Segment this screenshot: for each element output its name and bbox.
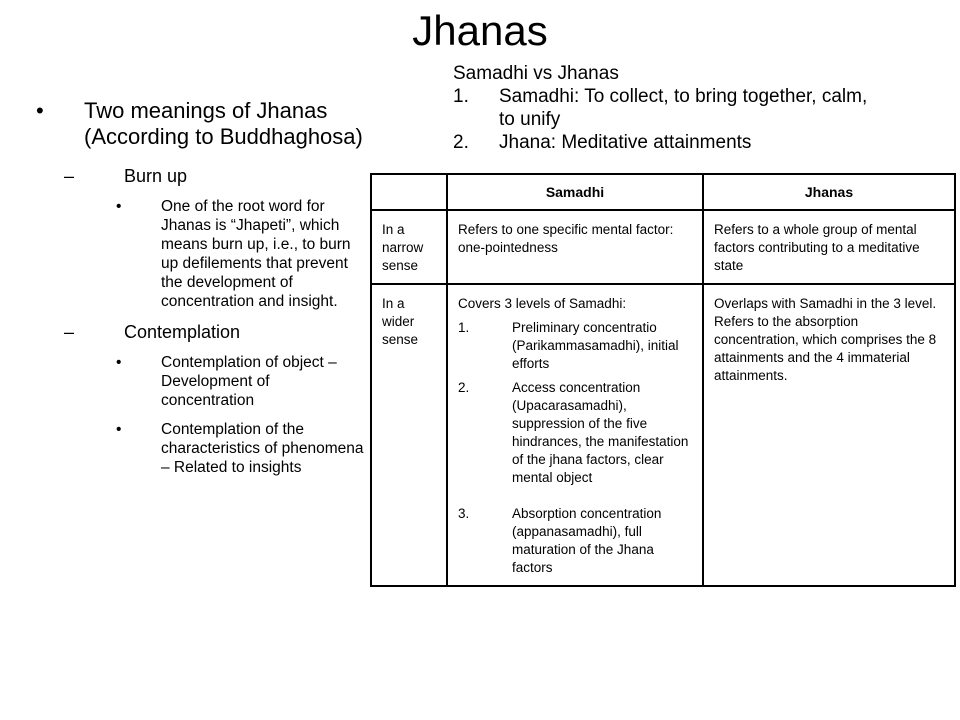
row-label: In a narrow sense — [371, 210, 447, 284]
list-item — [36, 420, 366, 477]
bullet-marker: • — [116, 354, 122, 371]
burn-up-points — [36, 197, 366, 311]
item-number: 3. — [458, 506, 470, 521]
list-item — [458, 379, 692, 487]
bullet-marker: • — [116, 421, 122, 438]
list-item — [458, 319, 692, 373]
samadhi-vs-jhanas-heading — [453, 62, 873, 154]
main-bullet — [36, 98, 366, 150]
header-cell-empty — [371, 174, 447, 210]
item-number: 1. — [458, 320, 470, 335]
point-text: One of the root word for Jhanas is “Jhapeti”, which means burn up, i.e., to burn up defilements that prevent the development of concentration and insight. — [161, 198, 351, 310]
item-text: Preliminary concentratio (Parikammasamadhi), initial efforts — [512, 320, 679, 371]
item-number: 2. — [453, 132, 469, 153]
comparison-table — [370, 173, 956, 587]
item-number: 1. — [453, 86, 469, 107]
item-text: Jhana: Meditative attainments — [499, 132, 752, 153]
cell-jhanas: Overlaps with Samadhi in the 3 level. Refers to the absorption concentration, which comprises the 8 attainments and the 4 immaterial attainments. — [703, 284, 955, 586]
header-cell-jhanas: Jhanas — [703, 174, 955, 210]
dash-marker: – — [64, 166, 75, 186]
point-text: Contemplation of object – Development of concentration — [161, 354, 337, 409]
point-text: Contemplation of the characteristics of phenomena – Related to insights — [161, 421, 364, 476]
cell-jhanas: Refers to a whole group of mental factors contributing to a meditative state — [703, 210, 955, 284]
sub-bullet-label: Burn up — [124, 166, 188, 186]
list-item — [36, 197, 366, 311]
page-title: Jhanas — [412, 7, 548, 54]
numbered-item — [453, 131, 873, 154]
cell-samadhi: Refers to one specific mental factor: one-pointedness — [447, 210, 703, 284]
section-heading: Samadhi vs Jhanas — [453, 63, 619, 84]
item-text: Access concentration (Upacarasamadhi), suppression of the five hindrances, the manifestation of the jhana factors, clear mental object — [512, 380, 689, 485]
list-item — [36, 353, 366, 410]
contemplation-points — [36, 353, 366, 477]
table-row — [371, 284, 955, 586]
table-row — [371, 210, 955, 284]
header-cell-samadhi: Samadhi — [447, 174, 703, 210]
dash-marker: – — [64, 322, 75, 342]
main-bullet-text: Two meanings of Jhanas (According to Buddhaghosa) — [84, 98, 363, 149]
bullet-marker: • — [36, 98, 44, 123]
cell-samadhi — [447, 284, 703, 586]
list-item — [458, 505, 692, 577]
sub-bullet-label: Contemplation — [124, 322, 241, 342]
sub-bullet-contemplation — [36, 321, 366, 343]
item-text: Absorption concentration (appanasamadhi), full maturation of the Jhana factors — [512, 506, 662, 575]
bullet-marker: • — [116, 198, 122, 215]
cell-intro: Covers 3 levels of Samadhi: — [458, 296, 627, 311]
row-label: In a wider sense — [371, 284, 447, 586]
item-text: Samadhi: To collect, to bring together, calm, to unify — [499, 86, 868, 130]
sub-bullet-burn-up — [36, 165, 366, 187]
table-header-row — [371, 174, 955, 210]
item-number: 2. — [458, 380, 470, 395]
numbered-item — [453, 85, 873, 131]
left-bullet-list — [36, 98, 366, 487]
